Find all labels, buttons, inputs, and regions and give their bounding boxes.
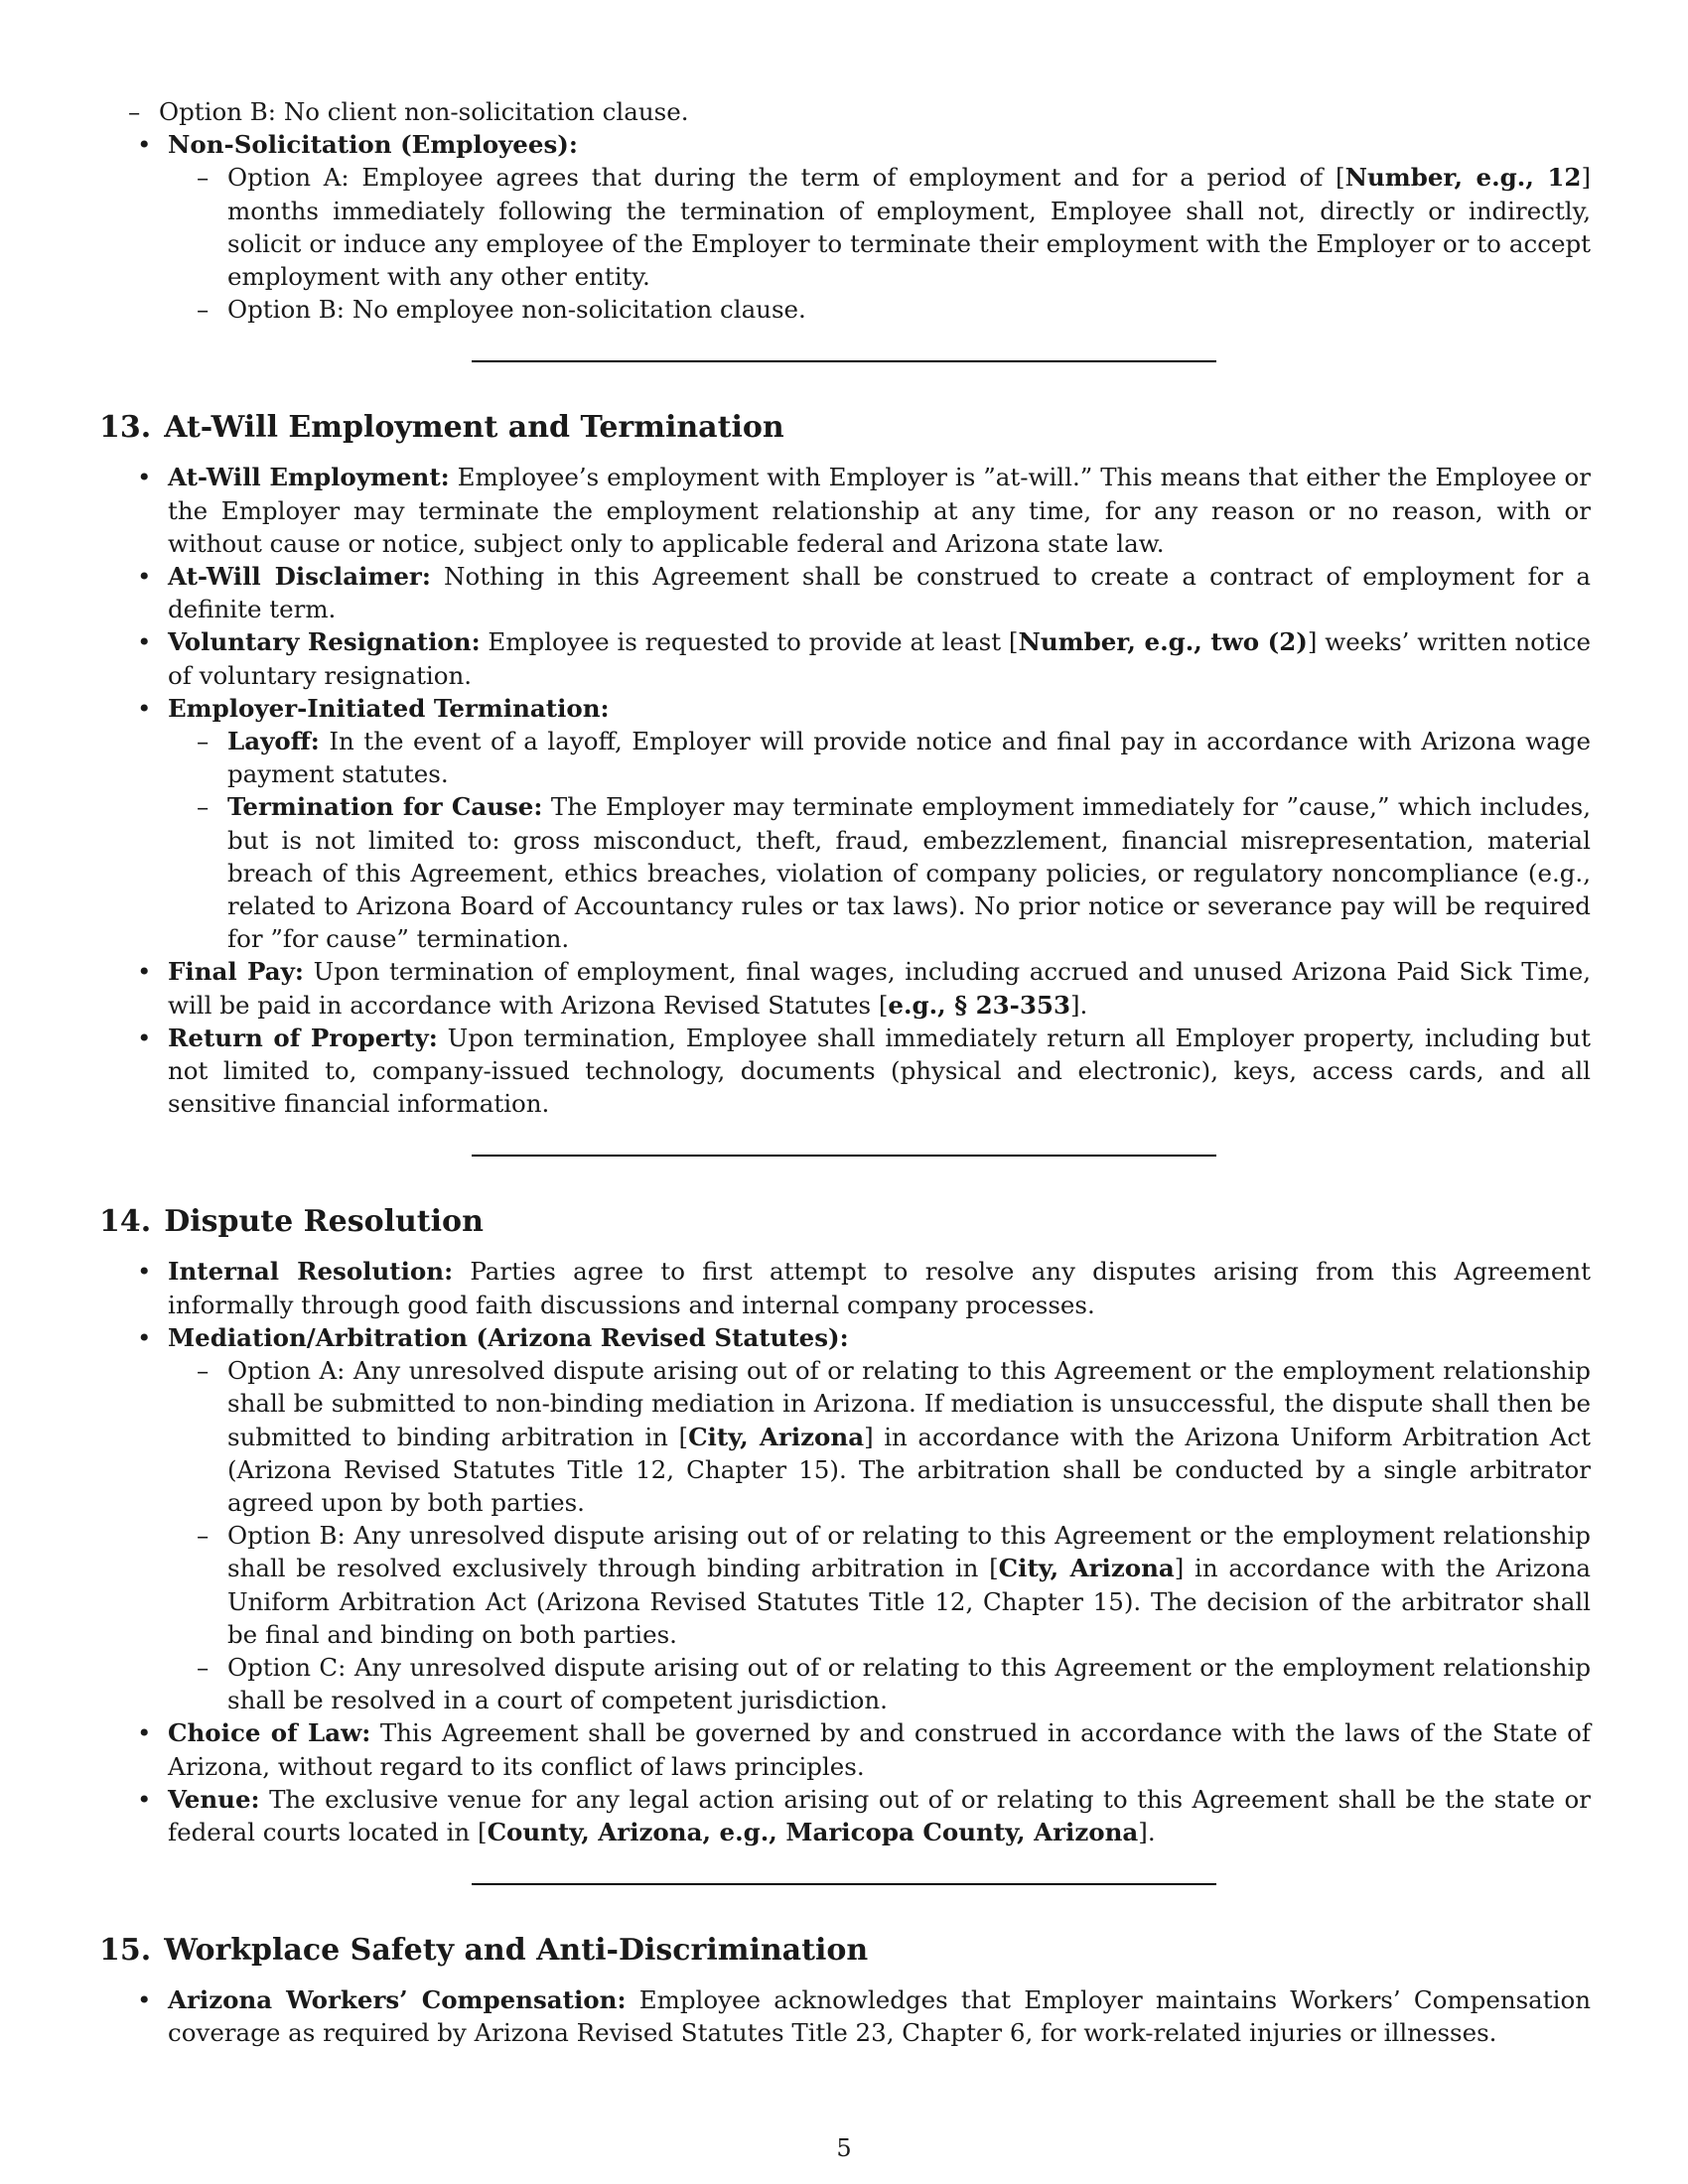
employer-termination-item: • Employer-Initiated Termination: – Layoff: In the event of a layoff, Employer will provide notice and final pay in accordance with Arizona wage payment statutes. – Termination for Cause: The Employer may terminate employment immediately for ”cause,” which includes, but is not limited to: gross misconduct, theft, fraud, embezzlement, financial misrepresentation, material breach of this Agreement, ethics breaches, violation of company policies, or regulatory noncompliance (e.g., related to Arizona Board of Accountancy rules or tax laws). No prior notice or severance pay will be required for ”for cause” termination.	[99, 692, 1591, 956]
mediation-option-b: – Option B: Any unresolved dispute arising out of or relating to this Agreement or the employment relationship shall be resolved exclusively through binding arbitration in [City, Arizona] in accordance with the Arizona Uniform Arbitration Act (Arizona Revised Statutes Title 12, Chapter 15). The decision of the arbitrator shall be final and binding on both parties.	[168, 1519, 1591, 1651]
internal-resolution-item: • Internal Resolution: Parties agree to first attempt to resolve any disputes arising from this Agreement informally through good faith discussions and internal company processes.	[99, 1255, 1591, 1320]
employee-nonsolicit-item	[99, 128, 1591, 326]
section-divider	[472, 1155, 1216, 1157]
placeholder-weeks: Number, e.g., two (2)	[1018, 627, 1308, 657]
employee-option-b: – Option B: No employee non-solicitation clause.	[168, 293, 1591, 326]
section-14-heading: 14. Dispute Resolution	[99, 1204, 484, 1240]
section-15-list	[99, 1983, 1591, 2049]
final-pay-item: • Final Pay: Upon termination of employment, final wages, including accrued and unused Arizona Paid Sick Time, will be paid in accordance with Arizona Revised Statutes [e.g., § 23-353].	[99, 955, 1591, 1021]
page-number: 5	[836, 2134, 852, 2162]
venue-item: • Venue: The exclusive venue for any legal action arising out of or relating to this Agreement shall be the state or federal courts located in [County, Arizona, e.g., Maricopa County, Arizona].	[99, 1783, 1591, 1848]
at-will-disclaimer-item: • At-Will Disclaimer: Nothing in this Agreement shall be construed to create a contract of employment for a definite term.	[99, 560, 1591, 625]
page-content	[99, 95, 1591, 2050]
section-15-heading: 15. Workplace Safety and Anti-Discrimination	[99, 1933, 869, 1969]
client-option-b: – Option B: No client non-solicitation clause.	[99, 95, 1591, 128]
layoff-item: – Layoff: In the event of a layoff, Employer will provide notice and final pay in accordance with Arizona wage payment statutes.	[168, 725, 1591, 790]
at-will-employment-item: • At-Will Employment: Employee’s employment with Employer is ”at-will.” This means that either the Employee or the Employer may terminate the employment relationship at any time, for any reason or no reason, with or without cause or notice, subject only to applicable federal and Arizona state law.	[99, 461, 1591, 560]
return-of-property-item: • Return of Property: Upon termination, Employee shall immediately return all Employer property, including but not limited to, company-issued technology, documents (physical and electronic), keys, access cards, and all sensitive financial information.	[99, 1022, 1591, 1121]
section-divider	[472, 360, 1216, 362]
placeholder-city: City, Arizona	[998, 1554, 1175, 1583]
employee-nonsolicit-list	[99, 128, 1591, 326]
choice-of-law-item: • Choice of Law: This Agreement shall be governed by and construed in accordance with the laws of the State of Arizona, without regard to its conflict of laws principles.	[99, 1716, 1591, 1782]
employee-nonsolicit-options	[168, 161, 1591, 326]
termination-for-cause-item: – Termination for Cause: The Employer may terminate employment immediately for ”cause,” which includes, but is not limited to: gross misconduct, theft, fraud, embezzlement, financial misrepresentation, material breach of this Agreement, ethics breaches, violation of company policies, or regulatory noncompliance (e.g., related to Arizona Board of Accountancy rules or tax laws). No prior notice or severance pay will be required for ”for cause” termination.	[168, 790, 1591, 955]
client-nonsolicit-options	[99, 95, 1591, 128]
section-divider	[472, 1883, 1216, 1885]
mediation-option-c: – Option C: Any unresolved dispute arising out of or relating to this Agreement or the employment relationship shall be resolved in a court of competent jurisdiction.	[168, 1651, 1591, 1716]
section-14-list	[99, 1255, 1591, 1848]
mediation-option-a: – Option A: Any unresolved dispute arising out of or relating to this Agreement or the employment relationship shall be submitted to non-binding mediation in Arizona. If mediation is unsuccessful, the dispute shall then be submitted to binding arbitration in [City, Arizona] in accordance with the Arizona Uniform Arbitration Act (Arizona Revised Statutes Title 12, Chapter 15). The arbitration shall be conducted by a single arbitrator agreed upon by both parties.	[168, 1354, 1591, 1519]
section-13-list	[99, 461, 1591, 1120]
placeholder-city: City, Arizona	[688, 1422, 865, 1451]
employer-termination-sublist	[168, 725, 1591, 955]
placeholder-statute: e.g., § 23-353	[888, 990, 1070, 1020]
mediation-arbitration-item: • Mediation/Arbitration (Arizona Revised Statutes): – Option A: Any unresolved dispute arising out of or relating to this Agreement or the employment relationship shall be submitted to non-binding mediation in Arizona. If mediation is unsuccessful, the dispute shall then be submitted to binding arbitration in [City, Arizona] in accordance with the Arizona Uniform Arbitration Act (Arizona Revised Statutes Title 12, Chapter 15). The arbitration shall be conducted by a single arbitrator agreed upon by both parties. – Option B: Any unresolved dispute arising out of or relating to this Agreement or the employment relationship shall be resolved exclusively through binding arbitration in [City, Arizona] in accordance with the Arizona Uniform Arbitration Act (Arizona Revised Statutes Title 12, Chapter 15). The decision of the arbitrator shall be final and binding on both parties. – Option C: Any unresolved dispute arising out of or relating to this Agreement or the employment relationship shall be resolved in a court of competent jurisdiction.	[99, 1321, 1591, 1716]
voluntary-resignation-item: • Voluntary Resignation: Employee is requested to provide at least [Number, e.g., two (2)] weeks’ written notice of voluntary resignation.	[99, 625, 1591, 691]
mediation-options	[168, 1354, 1591, 1716]
employee-nonsolicit-label: Non-Solicitation (Employees):	[168, 130, 578, 160]
employee-option-a: – Option A: Employee agrees that during the term of employment and for a period of [Number, e.g., 12] months immediately following the termination of employment, Employee shall not, directly or indirectly, solicit or induce any employee of the Employer to terminate their employment with the Employer or to accept employment with any other entity.	[168, 161, 1591, 293]
placeholder-months: Number, e.g., 12	[1344, 163, 1582, 193]
section-13-heading: 13. At-Will Employment and Termination	[99, 410, 784, 446]
workers-compensation-item: • Arizona Workers’ Compensation: Employee acknowledges that Employer maintains Workers’ Compensation coverage as required by Arizona Revised Statutes Title 23, Chapter 6, for work-related injuries or illnesses.	[99, 1983, 1591, 2049]
placeholder-county: County, Arizona, e.g., Maricopa County, Arizona	[487, 1817, 1139, 1846]
